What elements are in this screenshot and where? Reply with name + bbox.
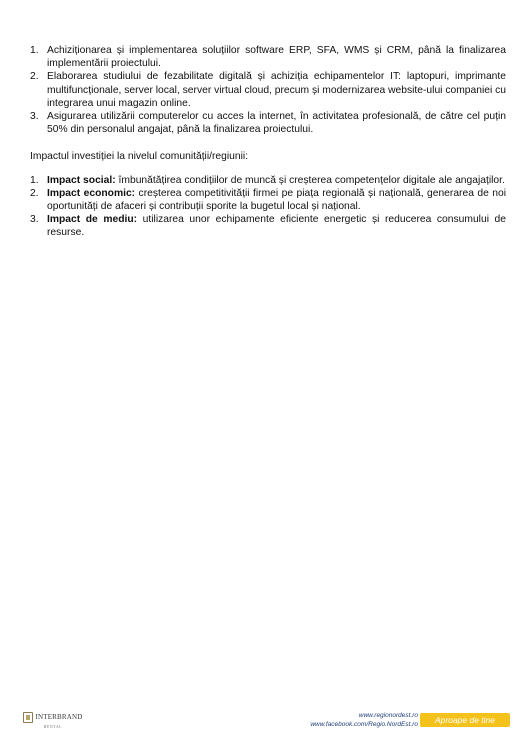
impact-label: Impact social: — [47, 174, 116, 186]
impact-label: Impact economic: — [47, 187, 136, 199]
list-item: 1. Achiziționarea și implementarea soluțiilor software ERP, SFA, WMS și CRM, până la finalizarea implementării proiectului. — [30, 45, 506, 70]
list-item: 3. Impact de mediu: utilizarea unor echipamente eficiente energetic și reducerea consumului de resurse. — [30, 214, 506, 239]
facebook-link[interactable]: www.facebook.com/Regio.NordEst.ro — [310, 720, 418, 728]
list-item: 2. Elaborarea studiului de fezabilitate digitală și achiziția echipamentelor IT: laptopuri, imprimante multifuncționale, server local, server virtual cloud, precum și modernizarea website-ului companiei cu integrarea unui magazin online. — [30, 71, 506, 109]
list-item: 3. Asigurarea utilizării computerelor cu acces la internet, în activitatea profesională, de către cel puțin 50% din personalul angajat, până la finalizarea proiectului. — [30, 111, 506, 136]
document-content — [30, 44, 506, 240]
page-footer — [0, 698, 530, 738]
objectives-list — [30, 44, 506, 136]
logo-icon — [23, 712, 33, 723]
impact-label: Impact de mediu: — [47, 214, 138, 226]
section-heading: Impactul investiției la nivelul comunității/regiunii: — [30, 151, 249, 163]
list-item: 1. Impact social: îmbunătățirea condițiilor de muncă și creșterea competențelor digitale ale angajaților. — [30, 174, 505, 186]
website-link[interactable]: www.regionordest.ro — [358, 712, 418, 719]
list-item: 2. Impact economic: creșterea competitivității firmei pe piața regională și națională, generarea de noi oportunități de afaceri și contribuții sporite la bugetul local și național. — [30, 187, 506, 213]
tagline-badge: Aproape de tine — [420, 713, 510, 727]
impact-list — [30, 174, 506, 240]
company-logo — [24, 703, 82, 737]
footer-links — [310, 712, 418, 729]
logo-subtitle: RENTAL — [43, 723, 63, 729]
logo-name: INTERBRAND — [35, 713, 83, 721]
